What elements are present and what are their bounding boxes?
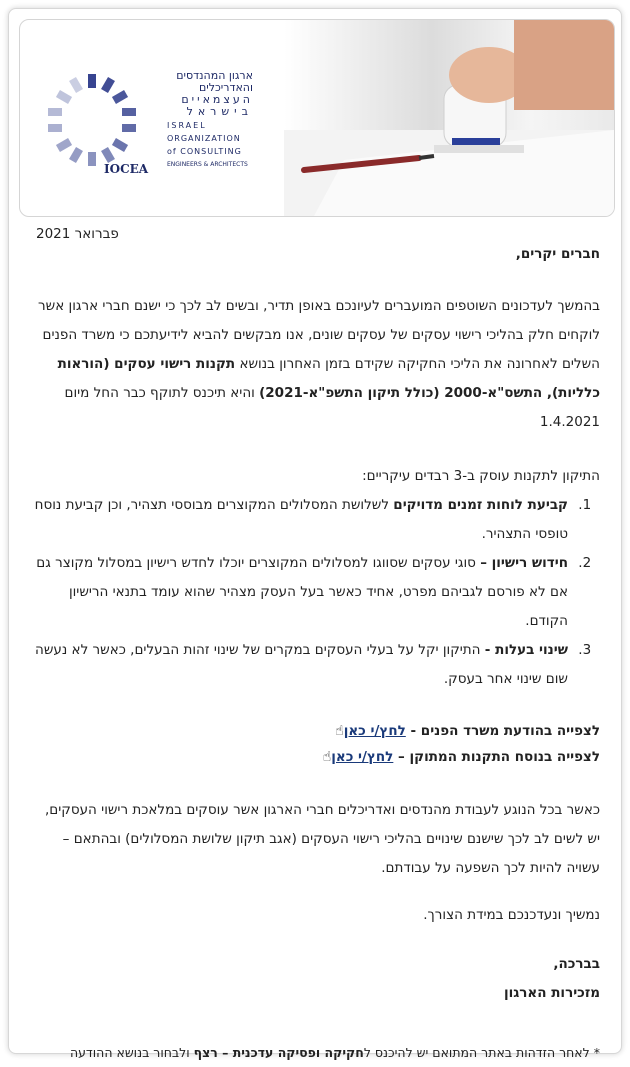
logo-hebrew-line: בישראל (186, 105, 253, 118)
impact-paragraph: כאשר בכל הנוגע לעבודת מהנדסים ואדריכלים חברי הארגון אשר עוסקים במלאכת רישוי העסקים, יש לשים לב לכך שישנם שינויים בהליכי רישוי העסקים (אגב תיקון שלושת המסלולים) ובהתאם – עשויה להיות לכך השפעה על עבודתם. (45, 802, 600, 876)
logo-english-line: ENGINEERS & ARCHITECTS (167, 161, 248, 168)
signature: מזכירות הארגון (503, 985, 600, 1001)
logo-english-line: ORGANIZATION (167, 134, 241, 143)
amendment-title: התיקון לתקנות עוסק ב-3 רבדים עיקריים: (362, 468, 600, 484)
ministry-notice-link[interactable]: לחץ/י כאן (343, 723, 406, 739)
logo-hebrew-line: והאדריכלים (198, 81, 253, 94)
intro-text: בהמשך לעדכונים השוטפים המועברים לעיונכם באופן תדיר, ובשים לב לכך כי ישנם חברי ארגון אשר לוקחים חלק בהליכי רישוי עסקים של עסקים שונים, אנו מבקשים להביא לידיעתכם כי משרד הפנים השלים לאחרונה את הליכי החקיקה שקידם בזמן האחרון בנושא (38, 298, 600, 372)
letter-body (30, 226, 600, 1067)
list-item-text: התיקון יקל על בעלי העסקים במקרים של שינוי זהות הבעלים, כאשר לא נעשה שום שינוי אחר בעסק. (35, 642, 568, 687)
list-item-text: לשלושת המסלולים המקוצרים מבוססי תצהיר, וכן קביעת נוסח טופסי התצהיר. (34, 497, 568, 542)
logo-text (167, 70, 253, 170)
list-item-heading: שינוי בעלות - (484, 642, 568, 658)
logo-english-line: ISRAEL (167, 121, 207, 130)
pointer-hand-icon: ☝ (335, 723, 344, 739)
logo-caption: IOCEA (104, 162, 149, 176)
regulation-name: תקנות רישוי עסקים (הוראות כלליות), התשס"א-2000 (כולל תיקון התשפ"א-2021) (57, 356, 600, 401)
list-item (30, 491, 574, 549)
list-item-heading: חידוש רישיון – (480, 555, 568, 571)
link-row-regulations (30, 744, 600, 770)
amendment-list (30, 491, 600, 694)
link-label: לצפייה בהודעת משרד הפנים - (410, 723, 600, 739)
iocea-logo-icon (42, 70, 142, 170)
stamp-photo (284, 20, 614, 216)
letter-date: פברואר 2021 (36, 226, 119, 242)
link-row-ministry (30, 718, 600, 744)
logo-hebrew-line: העצמאיים (181, 93, 253, 106)
logo-english-line: of CONSULTING (167, 147, 242, 156)
pointer-hand-icon: ☝ (322, 749, 332, 765)
greeting: חברים יקרים, (515, 246, 600, 262)
intro-paragraph (30, 292, 600, 437)
closing-line: נמשיך ונעדכנכם במידת הצורך. (423, 907, 600, 923)
logo-hebrew-line: ארגון המהנדסים (176, 69, 253, 82)
list-item (30, 549, 574, 636)
intro-text-end: והיא תיכנס לתוקף כבר החל מיום 1.4.2021 (64, 385, 600, 430)
list-item-heading: קביעת לוחות זמנים מדויקים (393, 497, 568, 513)
regulations-text-link[interactable]: לחץ/י כאן (331, 749, 394, 765)
list-item-text: סוגי עסקים שסווגו למסלולים המקוצרים יוכלו לחדש רישיון במסלול מקוצר גם אם לא פורסם לגביהם מפרט, אחיד כאשר בעל העסק מצהיר שהוא עומד בתנאי הרישיון הקודם. (36, 555, 568, 629)
list-item (30, 636, 574, 694)
footnote-section: חקיקה ופסיקה עדכנית – רצף (193, 1045, 364, 1060)
link-label: לצפייה בנוסח התקנות המתוקן – (398, 749, 600, 765)
footnote-suffix: ולבחור בנושא ההודעה (69, 1045, 194, 1060)
footnote-prefix: * לאחר הזדהות באתר המתואם יש להיכנס ל (363, 1045, 600, 1060)
signoff: בברכה, (553, 956, 600, 972)
header-banner (19, 19, 615, 217)
